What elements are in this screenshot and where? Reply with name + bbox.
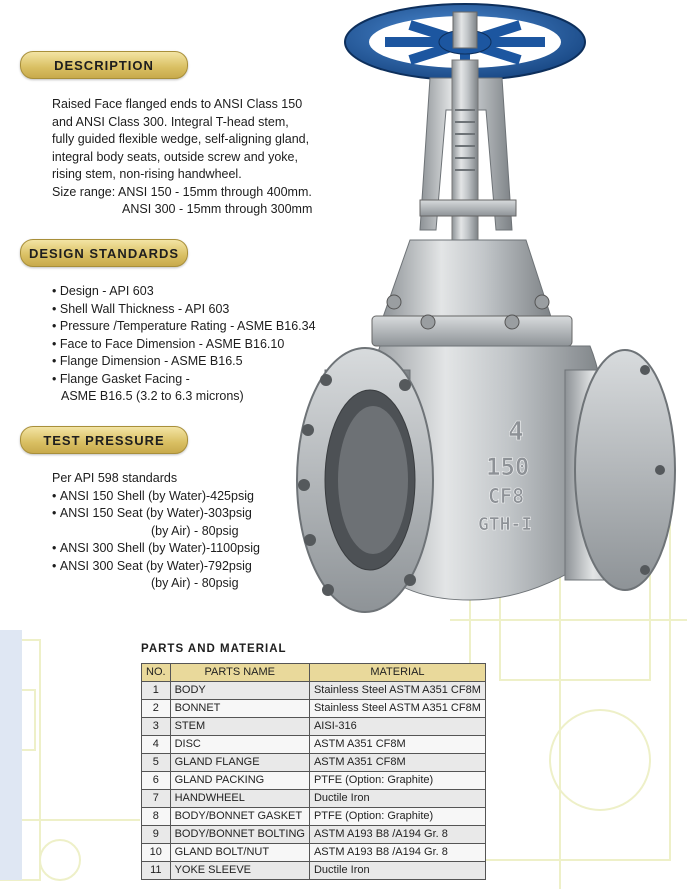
- cell-no: 5: [142, 754, 171, 772]
- cell-name: BODY/BONNET GASKET: [170, 808, 309, 826]
- header-parts-name: PARTS NAME: [170, 664, 309, 682]
- cell-no: 3: [142, 718, 171, 736]
- marking-model: GTH-I: [478, 514, 533, 535]
- list-item-continuation: ASME B16.5 (3.2 to 6.3 microns): [61, 389, 244, 403]
- description-line: rising stem, non-rising handwheel.: [52, 167, 242, 181]
- header-no: NO.: [142, 664, 171, 682]
- gate-valve-illustration: [290, 0, 687, 640]
- description-heading: DESCRIPTION: [20, 51, 188, 79]
- table-row: [142, 862, 486, 880]
- left-flange: [297, 348, 433, 612]
- cell-name: GLAND BOLT/NUT: [170, 844, 309, 862]
- description-line: Raised Face flanged ends to ANSI Class 150: [52, 97, 303, 111]
- design-standards-heading: DESIGN STANDARDS: [20, 239, 188, 267]
- description-line: ANSI 300 - 15mm through 300mm: [122, 202, 313, 216]
- cell-name: DISC: [170, 736, 309, 754]
- cell-name: STEM: [170, 718, 309, 736]
- test-pressure-intro: Per API 598 standards: [52, 471, 178, 485]
- table-row: [142, 718, 486, 736]
- table-row: [142, 772, 486, 790]
- cell-no: 7: [142, 790, 171, 808]
- cell-name: GLAND PACKING: [170, 772, 309, 790]
- list-item: • Design - API 603: [52, 283, 316, 301]
- cell-no: 6: [142, 772, 171, 790]
- list-item: • Flange Dimension - ASME B16.5: [52, 353, 316, 371]
- cell-name: BONNET: [170, 700, 309, 718]
- bonnet: [372, 240, 572, 346]
- cell-material: ASTM A193 B8 /A194 Gr. 8: [309, 826, 485, 844]
- yoke: [420, 60, 516, 260]
- test-pressure-heading: TEST PRESSURE: [20, 426, 188, 454]
- cell-no: 2: [142, 700, 171, 718]
- description-text: [52, 96, 312, 219]
- right-flange: [575, 350, 675, 590]
- header-material: MATERIAL: [309, 664, 485, 682]
- list-item: • ANSI 150 Shell (by Water)-425psig: [52, 488, 260, 506]
- table-row: [142, 682, 486, 700]
- cell-no: 1: [142, 682, 171, 700]
- cell-material: ASTM A351 CF8M: [309, 736, 485, 754]
- list-item: • ANSI 300 Seat (by Water)-792psig: [52, 558, 260, 576]
- cell-no: 10: [142, 844, 171, 862]
- table-row: [142, 790, 486, 808]
- cell-material: ASTM A351 CF8M: [309, 754, 485, 772]
- list-item: • ANSI 150 Seat (by Water)-303psig: [52, 505, 260, 523]
- marking-class: 150: [486, 453, 530, 481]
- cell-no: 4: [142, 736, 171, 754]
- list-item: • Flange Gasket Facing -: [52, 371, 316, 389]
- marking-material: CF8: [488, 484, 525, 508]
- cell-no: 9: [142, 826, 171, 844]
- cell-no: 11: [142, 862, 171, 880]
- design-standards-list: [52, 283, 316, 406]
- description-line: and ANSI Class 300. Integral T-head stem,: [52, 114, 289, 129]
- cell-name: GLAND FLANGE: [170, 754, 309, 772]
- table-row: [142, 700, 486, 718]
- cell-name: YOKE SLEEVE: [170, 862, 309, 880]
- list-item-continuation: (by Air) - 80psig: [151, 576, 239, 590]
- cell-material: Stainless Steel ASTM A351 CF8M: [309, 682, 485, 700]
- cell-material: Stainless Steel ASTM A351 CF8M: [309, 700, 485, 718]
- cell-name: BODY/BONNET BOLTING: [170, 826, 309, 844]
- cell-material: PTFE (Option: Graphite): [309, 808, 485, 826]
- table-row: [142, 826, 486, 844]
- table-row: [142, 844, 486, 862]
- cell-material: ASTM A193 B8 /A194 Gr. 8: [309, 844, 485, 862]
- cell-material: Ductile Iron: [309, 790, 485, 808]
- cell-material: AISI-316: [309, 718, 485, 736]
- description-line: Size range: ANSI 150 - 15mm through 400mm.: [52, 184, 312, 199]
- list-item-continuation: (by Air) - 80psig: [151, 523, 239, 538]
- cell-name: HANDWHEEL: [170, 790, 309, 808]
- cell-no: 8: [142, 808, 171, 826]
- list-item: • Shell Wall Thickness - API 603: [52, 301, 316, 319]
- table-header-row: [142, 664, 486, 682]
- list-item: • Pressure /Temperature Rating - ASME B16.34: [52, 318, 316, 336]
- parts-table: [141, 663, 486, 880]
- list-item: • Face to Face Dimension - ASME B16.10: [52, 336, 316, 354]
- cell-material: PTFE (Option: Graphite): [309, 772, 485, 790]
- cell-material: Ductile Iron: [309, 862, 485, 880]
- marking-size: 4: [508, 417, 524, 447]
- parts-table-title: PARTS AND MATERIAL: [141, 643, 287, 655]
- cell-name: BODY: [170, 682, 309, 700]
- description-line: fully guided flexible wedge, self-aligning gland,: [52, 132, 310, 146]
- description-line: integral body seats, outside screw and yoke,: [52, 149, 298, 164]
- list-item: • ANSI 300 Shell (by Water)-1100psig: [52, 540, 260, 558]
- table-row: [142, 736, 486, 754]
- test-pressure-list: [52, 470, 260, 593]
- table-row: [142, 754, 486, 772]
- table-row: [142, 808, 486, 826]
